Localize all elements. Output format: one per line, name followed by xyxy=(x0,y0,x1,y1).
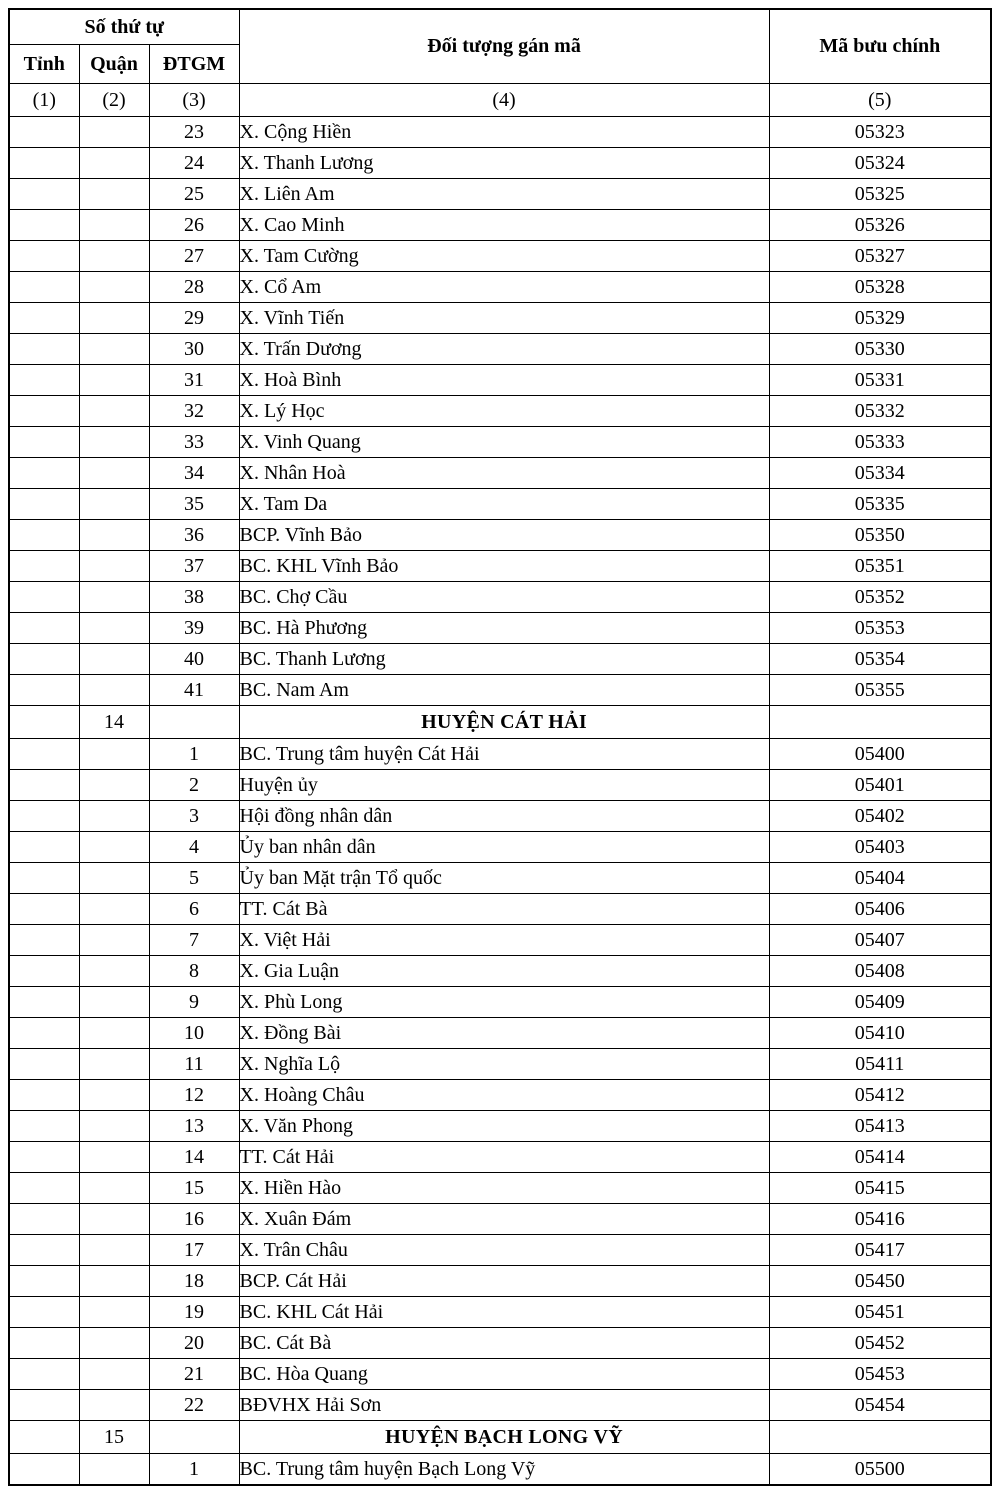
cell-ma-buu-chinh: 05323 xyxy=(769,117,991,148)
cell-dtgm: 21 xyxy=(149,1359,239,1390)
cell-ma-buu-chinh: 05400 xyxy=(769,739,991,770)
cell-dtgm: 9 xyxy=(149,987,239,1018)
table-body xyxy=(9,117,991,1486)
cell-doi-tuong: BC. Nam Am xyxy=(239,675,769,706)
table-row xyxy=(9,1359,991,1390)
column-number-5: (5) xyxy=(769,84,991,117)
cell-quan xyxy=(79,241,149,272)
cell-dtgm: 26 xyxy=(149,210,239,241)
cell-quan xyxy=(79,956,149,987)
table-row xyxy=(9,739,991,770)
cell-doi-tuong: X. Cổ Am xyxy=(239,272,769,303)
cell-dtgm: 8 xyxy=(149,956,239,987)
table-header xyxy=(9,9,991,117)
table-row xyxy=(9,117,991,148)
cell-dtgm: 27 xyxy=(149,241,239,272)
table-row xyxy=(9,582,991,613)
cell-doi-tuong: BC. Chợ Cầu xyxy=(239,582,769,613)
cell-ma-buu-chinh: 05500 xyxy=(769,1454,991,1486)
cell-ma-buu-chinh: 05417 xyxy=(769,1235,991,1266)
cell-doi-tuong: BC. KHL Cát Hải xyxy=(239,1297,769,1328)
cell-doi-tuong: X. Thanh Lương xyxy=(239,148,769,179)
table-row xyxy=(9,1390,991,1421)
cell-doi-tuong: TT. Cát Hải xyxy=(239,1142,769,1173)
cell-quan xyxy=(79,1390,149,1421)
cell-quan xyxy=(79,1235,149,1266)
cell-ma-buu-chinh: 05333 xyxy=(769,427,991,458)
cell-doi-tuong: X. Xuân Đám xyxy=(239,1204,769,1235)
cell-dtgm: 41 xyxy=(149,675,239,706)
column-number-4: (4) xyxy=(239,84,769,117)
cell-dtgm: 3 xyxy=(149,801,239,832)
cell-doi-tuong: X. Phù Long xyxy=(239,987,769,1018)
cell-tinh xyxy=(9,210,79,241)
table-row xyxy=(9,1142,991,1173)
cell-ma-buu-chinh: 05328 xyxy=(769,272,991,303)
cell-dtgm: 29 xyxy=(149,303,239,334)
table-row xyxy=(9,396,991,427)
cell-tinh xyxy=(9,1359,79,1390)
cell-doi-tuong: BĐVHX Hải Sơn xyxy=(239,1390,769,1421)
cell-tinh xyxy=(9,801,79,832)
cell-ma-buu-chinh: 05335 xyxy=(769,489,991,520)
cell-tinh xyxy=(9,179,79,210)
cell-dtgm: 17 xyxy=(149,1235,239,1266)
cell-doi-tuong: X. Trấn Dương xyxy=(239,334,769,365)
cell-tinh xyxy=(9,1111,79,1142)
cell-tinh xyxy=(9,272,79,303)
cell-quan xyxy=(79,832,149,863)
cell-ma-buu-chinh: 05325 xyxy=(769,179,991,210)
cell-quan xyxy=(79,582,149,613)
table-row xyxy=(9,1173,991,1204)
cell-dtgm: 10 xyxy=(149,1018,239,1049)
cell-dtgm xyxy=(149,706,239,739)
cell-quan xyxy=(79,987,149,1018)
cell-dtgm: 7 xyxy=(149,925,239,956)
table-row xyxy=(9,1328,991,1359)
table-row xyxy=(9,334,991,365)
cell-dtgm: 12 xyxy=(149,1080,239,1111)
cell-tinh xyxy=(9,1204,79,1235)
cell-dtgm: 18 xyxy=(149,1266,239,1297)
cell-quan: 14 xyxy=(79,706,149,739)
cell-ma-buu-chinh: 05332 xyxy=(769,396,991,427)
cell-quan: 15 xyxy=(79,1421,149,1454)
cell-ma-buu-chinh: 05350 xyxy=(769,520,991,551)
cell-dtgm: 24 xyxy=(149,148,239,179)
cell-ma-buu-chinh: 05354 xyxy=(769,644,991,675)
table-row xyxy=(9,1235,991,1266)
section-title: HUYỆN BẠCH LONG VỸ xyxy=(239,1421,769,1454)
cell-doi-tuong: X. Hoà Bình xyxy=(239,365,769,396)
header-doi-tuong-gan-ma: Đối tượng gán mã xyxy=(239,9,769,84)
cell-doi-tuong: Ủy ban Mặt trận Tổ quốc xyxy=(239,863,769,894)
cell-tinh xyxy=(9,1018,79,1049)
cell-quan xyxy=(79,148,149,179)
table-row xyxy=(9,272,991,303)
cell-dtgm: 28 xyxy=(149,272,239,303)
cell-doi-tuong: X. Vinh Quang xyxy=(239,427,769,458)
table-row xyxy=(9,148,991,179)
cell-ma-buu-chinh: 05351 xyxy=(769,551,991,582)
cell-dtgm: 16 xyxy=(149,1204,239,1235)
cell-tinh xyxy=(9,1297,79,1328)
cell-quan xyxy=(79,1204,149,1235)
cell-ma-buu-chinh: 05451 xyxy=(769,1297,991,1328)
table-row xyxy=(9,427,991,458)
cell-doi-tuong: BC. Hòa Quang xyxy=(239,1359,769,1390)
cell-doi-tuong: X. Nghĩa Lộ xyxy=(239,1049,769,1080)
table-row xyxy=(9,179,991,210)
cell-ma-buu-chinh: 05404 xyxy=(769,863,991,894)
table-row xyxy=(9,801,991,832)
cell-quan xyxy=(79,1454,149,1486)
cell-tinh xyxy=(9,894,79,925)
cell-doi-tuong: Ủy ban nhân dân xyxy=(239,832,769,863)
column-number-3: (3) xyxy=(149,84,239,117)
cell-quan xyxy=(79,739,149,770)
cell-tinh xyxy=(9,925,79,956)
cell-doi-tuong: X. Hoàng Châu xyxy=(239,1080,769,1111)
table-row xyxy=(9,1018,991,1049)
cell-dtgm: 20 xyxy=(149,1328,239,1359)
table-row xyxy=(9,925,991,956)
cell-dtgm: 32 xyxy=(149,396,239,427)
cell-tinh xyxy=(9,739,79,770)
table-row xyxy=(9,365,991,396)
cell-doi-tuong: X. Hiền Hào xyxy=(239,1173,769,1204)
cell-dtgm: 11 xyxy=(149,1049,239,1080)
cell-doi-tuong: X. Việt Hải xyxy=(239,925,769,956)
header-tinh: Tỉnh xyxy=(9,45,79,84)
table-row xyxy=(9,863,991,894)
cell-ma-buu-chinh: 05453 xyxy=(769,1359,991,1390)
cell-dtgm: 5 xyxy=(149,863,239,894)
cell-dtgm: 35 xyxy=(149,489,239,520)
cell-dtgm: 22 xyxy=(149,1390,239,1421)
cell-quan xyxy=(79,303,149,334)
column-number-2: (2) xyxy=(79,84,149,117)
cell-tinh xyxy=(9,458,79,489)
cell-ma-buu-chinh: 05401 xyxy=(769,770,991,801)
table-row xyxy=(9,1049,991,1080)
cell-quan xyxy=(79,675,149,706)
cell-tinh xyxy=(9,1173,79,1204)
cell-tinh xyxy=(9,1328,79,1359)
table-row xyxy=(9,644,991,675)
cell-doi-tuong: BCP. Cát Hải xyxy=(239,1266,769,1297)
cell-dtgm: 37 xyxy=(149,551,239,582)
cell-tinh xyxy=(9,613,79,644)
cell-tinh xyxy=(9,148,79,179)
cell-ma-buu-chinh: 05352 xyxy=(769,582,991,613)
cell-doi-tuong: X. Vĩnh Tiến xyxy=(239,303,769,334)
cell-tinh xyxy=(9,1080,79,1111)
cell-quan xyxy=(79,365,149,396)
cell-tinh xyxy=(9,706,79,739)
cell-dtgm: 13 xyxy=(149,1111,239,1142)
cell-ma-buu-chinh: 05330 xyxy=(769,334,991,365)
cell-ma-buu-chinh: 05412 xyxy=(769,1080,991,1111)
cell-ma-buu-chinh: 05329 xyxy=(769,303,991,334)
cell-ma-buu-chinh: 05355 xyxy=(769,675,991,706)
cell-doi-tuong: BC. Trung tâm huyện Bạch Long Vỹ xyxy=(239,1454,769,1486)
table-row xyxy=(9,1297,991,1328)
cell-doi-tuong: Hội đồng nhân dân xyxy=(239,801,769,832)
table-row xyxy=(9,520,991,551)
cell-ma-buu-chinh: 05450 xyxy=(769,1266,991,1297)
cell-tinh xyxy=(9,1421,79,1454)
table-row xyxy=(9,303,991,334)
cell-dtgm: 6 xyxy=(149,894,239,925)
cell-quan xyxy=(79,427,149,458)
table-row xyxy=(9,675,991,706)
cell-ma-buu-chinh: 05327 xyxy=(769,241,991,272)
table-row xyxy=(9,210,991,241)
cell-tinh xyxy=(9,303,79,334)
cell-quan xyxy=(79,770,149,801)
cell-tinh xyxy=(9,117,79,148)
cell-quan xyxy=(79,179,149,210)
table-row xyxy=(9,551,991,582)
cell-quan xyxy=(79,894,149,925)
cell-dtgm: 36 xyxy=(149,520,239,551)
header-row-column-numbers xyxy=(9,84,991,117)
cell-ma-buu-chinh: 05415 xyxy=(769,1173,991,1204)
cell-tinh xyxy=(9,1390,79,1421)
column-number-1: (1) xyxy=(9,84,79,117)
cell-quan xyxy=(79,117,149,148)
cell-quan xyxy=(79,272,149,303)
table-row xyxy=(9,987,991,1018)
cell-ma-buu-chinh: 05414 xyxy=(769,1142,991,1173)
cell-dtgm: 30 xyxy=(149,334,239,365)
cell-ma-buu-chinh xyxy=(769,1421,991,1454)
cell-tinh xyxy=(9,396,79,427)
cell-tinh xyxy=(9,241,79,272)
cell-doi-tuong: X. Tam Cường xyxy=(239,241,769,272)
cell-tinh xyxy=(9,956,79,987)
cell-doi-tuong: BCP. Vĩnh Bảo xyxy=(239,520,769,551)
cell-doi-tuong: X. Liên Am xyxy=(239,179,769,210)
cell-ma-buu-chinh: 05408 xyxy=(769,956,991,987)
cell-quan xyxy=(79,489,149,520)
cell-dtgm: 14 xyxy=(149,1142,239,1173)
cell-doi-tuong: BC. Trung tâm huyện Cát Hải xyxy=(239,739,769,770)
cell-doi-tuong: BC. Hà Phương xyxy=(239,613,769,644)
cell-dtgm: 40 xyxy=(149,644,239,675)
header-row-group xyxy=(9,9,991,45)
postal-code-table xyxy=(8,8,992,1486)
cell-quan xyxy=(79,210,149,241)
table-row xyxy=(9,613,991,644)
cell-ma-buu-chinh: 05406 xyxy=(769,894,991,925)
table-row xyxy=(9,241,991,272)
table-row xyxy=(9,1111,991,1142)
cell-ma-buu-chinh: 05353 xyxy=(769,613,991,644)
table-row xyxy=(9,458,991,489)
header-so-thu-tu: Số thứ tự xyxy=(9,9,239,45)
cell-ma-buu-chinh: 05402 xyxy=(769,801,991,832)
cell-dtgm: 15 xyxy=(149,1173,239,1204)
cell-tinh xyxy=(9,334,79,365)
cell-doi-tuong: X. Nhân Hoà xyxy=(239,458,769,489)
cell-tinh xyxy=(9,1235,79,1266)
cell-tinh xyxy=(9,987,79,1018)
cell-doi-tuong: X. Trân Châu xyxy=(239,1235,769,1266)
cell-ma-buu-chinh: 05411 xyxy=(769,1049,991,1080)
cell-ma-buu-chinh: 05324 xyxy=(769,148,991,179)
cell-dtgm: 19 xyxy=(149,1297,239,1328)
cell-doi-tuong: X. Cao Minh xyxy=(239,210,769,241)
cell-doi-tuong: BC. Thanh Lương xyxy=(239,644,769,675)
cell-quan xyxy=(79,644,149,675)
cell-ma-buu-chinh: 05452 xyxy=(769,1328,991,1359)
table-row xyxy=(9,1266,991,1297)
cell-ma-buu-chinh: 05413 xyxy=(769,1111,991,1142)
cell-tinh xyxy=(9,365,79,396)
cell-doi-tuong: X. Đồng Bài xyxy=(239,1018,769,1049)
cell-tinh xyxy=(9,582,79,613)
cell-dtgm: 4 xyxy=(149,832,239,863)
cell-dtgm: 38 xyxy=(149,582,239,613)
cell-doi-tuong: Huyện ủy xyxy=(239,770,769,801)
cell-doi-tuong: BC. KHL Vĩnh Bảo xyxy=(239,551,769,582)
cell-dtgm: 34 xyxy=(149,458,239,489)
cell-quan xyxy=(79,1297,149,1328)
cell-ma-buu-chinh: 05326 xyxy=(769,210,991,241)
cell-quan xyxy=(79,863,149,894)
cell-ma-buu-chinh: 05331 xyxy=(769,365,991,396)
cell-tinh xyxy=(9,489,79,520)
cell-quan xyxy=(79,551,149,582)
cell-quan xyxy=(79,458,149,489)
cell-ma-buu-chinh: 05403 xyxy=(769,832,991,863)
table-row xyxy=(9,832,991,863)
cell-ma-buu-chinh: 05407 xyxy=(769,925,991,956)
table-row xyxy=(9,1080,991,1111)
header-dtgm: ĐTGM xyxy=(149,45,239,84)
cell-doi-tuong: TT. Cát Bà xyxy=(239,894,769,925)
section-title: HUYỆN CÁT HẢI xyxy=(239,706,769,739)
cell-doi-tuong: X. Văn Phong xyxy=(239,1111,769,1142)
cell-tinh xyxy=(9,520,79,551)
cell-ma-buu-chinh: 05409 xyxy=(769,987,991,1018)
cell-quan xyxy=(79,520,149,551)
cell-ma-buu-chinh: 05454 xyxy=(769,1390,991,1421)
table-row xyxy=(9,894,991,925)
header-ma-buu-chinh: Mã bưu chính xyxy=(769,9,991,84)
table-row xyxy=(9,770,991,801)
cell-quan xyxy=(79,1018,149,1049)
cell-tinh xyxy=(9,644,79,675)
cell-quan xyxy=(79,1111,149,1142)
section-header-row xyxy=(9,706,991,739)
cell-quan xyxy=(79,925,149,956)
cell-doi-tuong: X. Cộng Hiền xyxy=(239,117,769,148)
cell-dtgm: 2 xyxy=(149,770,239,801)
cell-tinh xyxy=(9,863,79,894)
cell-dtgm: 39 xyxy=(149,613,239,644)
header-quan: Quận xyxy=(79,45,149,84)
cell-ma-buu-chinh: 05334 xyxy=(769,458,991,489)
table-row xyxy=(9,1454,991,1486)
cell-tinh xyxy=(9,1142,79,1173)
cell-dtgm xyxy=(149,1421,239,1454)
table-row xyxy=(9,489,991,520)
cell-quan xyxy=(79,1049,149,1080)
cell-doi-tuong: X. Lý Học xyxy=(239,396,769,427)
cell-dtgm: 31 xyxy=(149,365,239,396)
cell-ma-buu-chinh: 05410 xyxy=(769,1018,991,1049)
cell-quan xyxy=(79,1173,149,1204)
cell-tinh xyxy=(9,1266,79,1297)
cell-quan xyxy=(79,1266,149,1297)
cell-ma-buu-chinh xyxy=(769,706,991,739)
cell-quan xyxy=(79,1328,149,1359)
cell-quan xyxy=(79,1359,149,1390)
cell-quan xyxy=(79,1142,149,1173)
cell-dtgm: 25 xyxy=(149,179,239,210)
table-row xyxy=(9,1204,991,1235)
cell-tinh xyxy=(9,427,79,458)
cell-tinh xyxy=(9,832,79,863)
cell-doi-tuong: X. Gia Luận xyxy=(239,956,769,987)
table-row xyxy=(9,956,991,987)
cell-dtgm: 23 xyxy=(149,117,239,148)
cell-dtgm: 1 xyxy=(149,739,239,770)
cell-tinh xyxy=(9,675,79,706)
cell-quan xyxy=(79,1080,149,1111)
cell-tinh xyxy=(9,770,79,801)
section-header-row xyxy=(9,1421,991,1454)
cell-doi-tuong: X. Tam Da xyxy=(239,489,769,520)
cell-ma-buu-chinh: 05416 xyxy=(769,1204,991,1235)
cell-tinh xyxy=(9,551,79,582)
cell-quan xyxy=(79,334,149,365)
cell-quan xyxy=(79,801,149,832)
cell-doi-tuong: BC. Cát Bà xyxy=(239,1328,769,1359)
cell-quan xyxy=(79,613,149,644)
cell-quan xyxy=(79,396,149,427)
cell-tinh xyxy=(9,1454,79,1486)
cell-tinh xyxy=(9,1049,79,1080)
cell-dtgm: 1 xyxy=(149,1454,239,1486)
cell-dtgm: 33 xyxy=(149,427,239,458)
